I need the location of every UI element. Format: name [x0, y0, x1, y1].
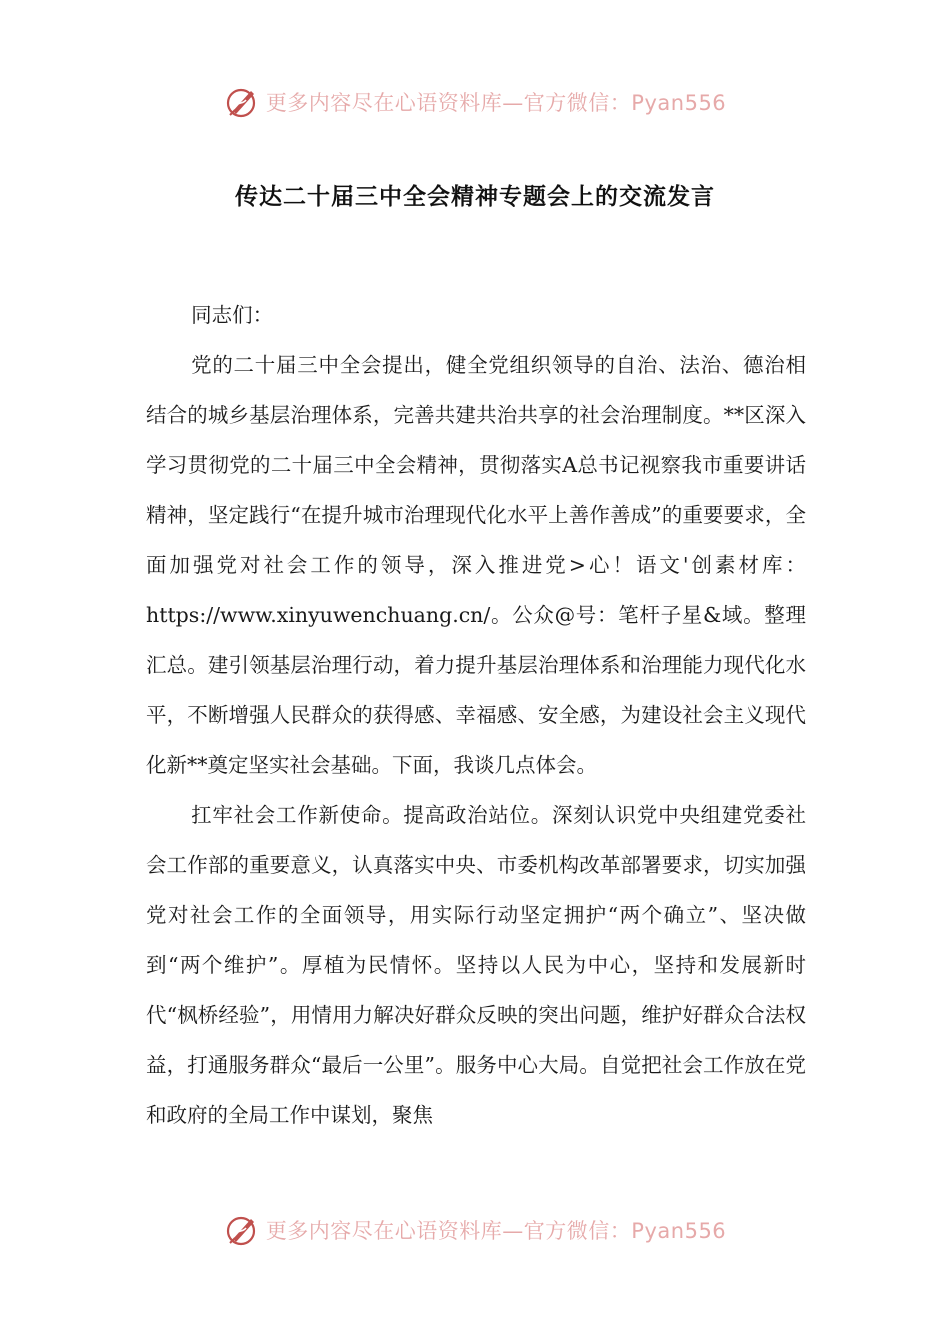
quill-pen-circle-icon	[224, 84, 260, 120]
quill-pen-circle-icon	[224, 1212, 260, 1248]
paragraph: 扛牢社会工作新使命。提高政治站位。深刻认识党中央组建党委社会工作部的重要意义，认真落实中央、市委机构改革部署要求，切实加强党对社会工作的全面领导，用实际行动坚定拥护“两个确立”、坚决做到“两个维护”。厚植为民情怀。坚持以人民为中心，坚持和发展新时代“枫桥经验”，用情用力解决好群众反映的突出问题，维护好群众合法权益，打通服务群众“最后一公里”。服务中心大局。自觉把社会工作放在党和政府的全局工作中谋划，聚焦	[146, 803, 806, 1127]
paragraph: 党的二十届三中全会提出，健全党组织领导的自治、法治、德治相结合的城乡基层治理体系，完善共建共治共享的社会治理制度。**区深入学习贯彻党的二十届三中全会精神，贯彻落实A总书记视察我市重要讲话精神，坚定践行“在提升城市治理现代化水平上善作善成”的重要要求，全面加强党对社会工作的领导，深入推进党>心！语文'创素材库：https://www.xinyuwenchuang.cn/。公众@号：笔杆子星&域。整理汇总。建引领基层治理行动，着力提升基层治理体系和治理能力现代化水平，不断增强人民群众的获得感、幸福感、安全感，为建设社会主义现代化新**奠定坚实社会基础。下面，我谈几点体会。	[146, 353, 806, 777]
salutation: 同志们：	[191, 303, 274, 327]
watermark-text: 更多内容尽在心语资料库—官方微信：Pyan556	[265, 91, 727, 115]
watermark-header	[0, 82, 950, 122]
document-body	[146, 290, 806, 1140]
watermark-text: 更多内容尽在心语资料库—官方微信：Pyan556	[265, 1219, 727, 1243]
document-title: 传达二十届三中全会精神专题会上的交流发言	[235, 184, 715, 210]
watermark-footer	[0, 1210, 950, 1250]
